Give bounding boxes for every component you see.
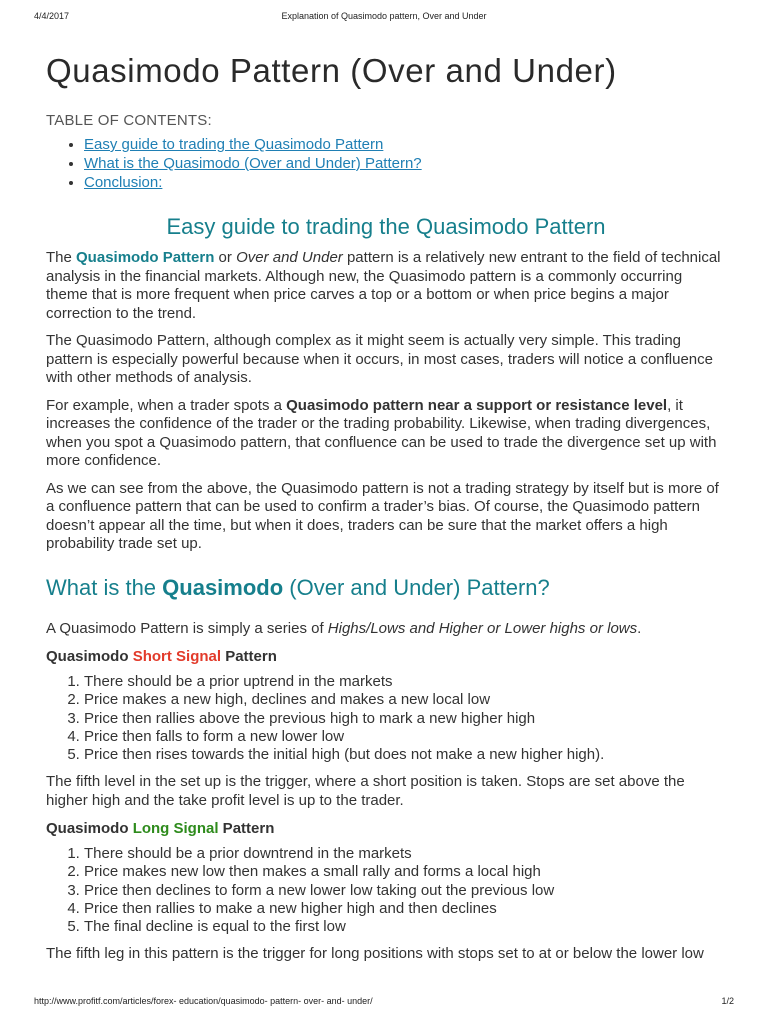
text-span: The xyxy=(46,249,77,266)
text-span: Quasimodo xyxy=(46,820,133,838)
print-doc-title: Explanation of Quasimodo pattern, Over and Under xyxy=(281,11,487,21)
text-span: pattern is a relatively new entrant to the field of technical analysis in the financial markets. Although new, the Quasimodo pattern is a commonly occurring theme that is more frequent when price carves a top or a bottom or when price begins a major correction to the trend. xyxy=(46,249,721,322)
short-signal-label: Short Signal xyxy=(132,648,222,666)
text-span: or xyxy=(214,249,237,266)
text-span: For example, when a trader spots a xyxy=(46,396,287,414)
list-item: 1. There should be a prior downtrend in the markets xyxy=(84,845,726,863)
paragraph-long-trigger: The fifth leg in this pattern is the trigger for long positions with stops set to at or below the lower low xyxy=(46,945,704,963)
text-span: . xyxy=(637,619,642,637)
list-item: 1. There should be a prior uptrend in the markets xyxy=(84,673,726,691)
print-header xyxy=(34,11,734,25)
print-url[interactable]: http://www.profitf.com/articles/forex- education/quasimodo- pattern- over- and- under/ xyxy=(34,996,373,1006)
print-footer xyxy=(34,996,734,1010)
toc-heading: TABLE OF CONTENTS: xyxy=(46,112,212,129)
emphasis-quasimodo-pattern: Quasimodo Pattern xyxy=(76,249,215,266)
paragraph-intro xyxy=(46,249,726,323)
print-date: 4/4/2017 xyxy=(34,11,70,21)
list-item: 2. Price makes new low then makes a small rally and forms a local high xyxy=(84,863,726,881)
page-number: 1/2 xyxy=(721,996,734,1006)
paragraph-confluence: As we can see from the above, the Quasimodo pattern is not a trading strategy by itself but is more of a confluence pattern that can be used to confirm a trader’s bias. Of course, the Quasimodo pattern doesn’t appear all the time, but when it does, traders can be sure that the market offers a high probability trade set up. xyxy=(46,479,719,552)
list-item: 4. Price then falls to form a new lower low xyxy=(84,728,726,746)
list-item: 3. Price then rallies above the previous high to mark a new higher high xyxy=(84,710,726,728)
long-signal-label: Long Signal xyxy=(132,820,219,838)
toc-item xyxy=(84,135,726,154)
short-signal-steps xyxy=(46,673,726,764)
toc-item xyxy=(84,154,726,173)
list-item: 3. Price then declines to form a new lower low taking out the previous low xyxy=(84,882,726,900)
toc-item xyxy=(84,173,726,192)
long-signal-steps xyxy=(46,845,726,936)
short-signal-heading xyxy=(46,647,726,667)
text-span: Pattern xyxy=(218,820,275,838)
section-heading-what-is xyxy=(46,574,726,602)
list-item: 2. Price makes a new high, declines and makes a new local low xyxy=(84,691,726,709)
text-span: A Quasimodo Pattern is simply a series of xyxy=(46,619,328,637)
paragraph-simple: The Quasimodo Pattern, although complex as it might seem is actually very simple. This trading pattern is especially powerful because when it occurs, in most cases, traders will notice a confluence with other methods of analysis. xyxy=(46,332,713,386)
article xyxy=(46,52,726,964)
list-item: 5. The final decline is equal to the first low xyxy=(84,918,726,936)
toc-link-what-is[interactable]: What is the Quasimodo (Over and Under) Pattern? xyxy=(84,155,422,172)
long-signal-heading xyxy=(46,819,726,839)
toc-link-easy-guide[interactable]: Easy guide to trading the Quasimodo Pattern xyxy=(84,136,384,153)
toc-link-conclusion[interactable]: Conclusion: xyxy=(84,174,163,191)
text-span: , it increases the confidence of the trader or the trading probability. Likewise, when trading divergences, when you spot a Quasimodo pattern, that confluence can be used to trade the divergence set up with more confidence. xyxy=(46,396,717,469)
text-span: (Over and Under) Pattern? xyxy=(283,574,550,600)
text-span: Pattern xyxy=(221,648,277,666)
paragraph-definition xyxy=(46,620,726,639)
emphasis-highs-lows: Highs/Lows and Higher or Lower highs or lows xyxy=(327,619,638,637)
page-title: Quasimodo Pattern (Over and Under) xyxy=(46,52,617,89)
text-span: What is the xyxy=(46,574,163,600)
table-of-contents xyxy=(46,135,726,192)
list-item: 5. Price then rises towards the initial high (but does not make a new higher high). xyxy=(84,746,726,764)
paragraph-short-trigger: The fifth level in the set up is the trigger, where a short position is taken. Stops are set above the higher high and the take profit level is up to the trader. xyxy=(46,773,685,809)
list-item: 4. Price then rallies to make a new higher high and then declines xyxy=(84,900,726,918)
emphasis-support-resistance: Quasimodo pattern near a support or resistance level xyxy=(286,396,668,414)
text-span: Quasimodo xyxy=(46,648,133,666)
paragraph-example xyxy=(46,397,726,471)
emphasis-over-and-under: Over and Under xyxy=(236,249,343,266)
section-heading-easy-guide: Easy guide to trading the Quasimodo Pattern xyxy=(166,214,606,239)
heading-emphasis: Quasimodo xyxy=(162,574,284,600)
